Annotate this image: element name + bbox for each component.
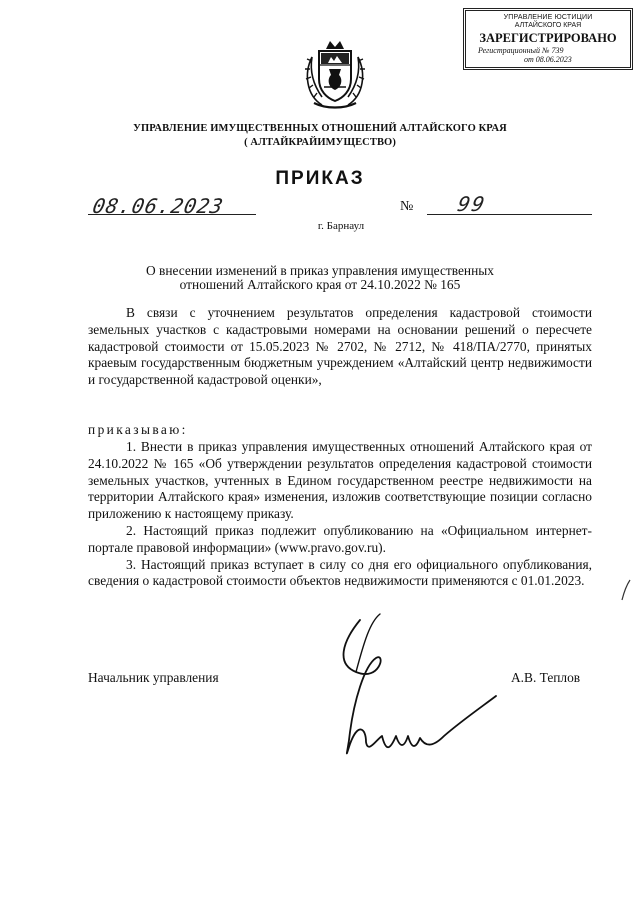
stamp-line2: АЛТАЙСКОГО КРАЯ [514,22,582,29]
order-word: приказываю: [88,422,188,437]
document-city: г. Барнаул [317,220,365,232]
stamp-reg-number: Регистрационный № 739 [478,46,564,55]
document-number-handwritten: 99 [455,192,489,216]
order-item-3: 3. Настоящий приказ вступает в силу со дня его официального опубликования, сведения о кадастровой стоимости объектов недвижимости применяются с 01.01.2023. [88,556,592,589]
margin-mark [620,578,634,602]
signatory-role: Начальник управления [88,670,219,685]
order-item-1: 1. Внести в приказ управления имущественных отношений Алтайского края от 24.10.2022 № 165 «Об утверждении результатов определения кадастровой стоимости земельных участков, учтенных в Едином государственном реестре недвижимости на территории Алтайского края» изменения, изложив соответствующие позиции согласно приложению к настоящему приказу. [88,439,592,522]
number-underline [427,214,592,215]
stamp-reg-date: от 08.06.2023 [524,55,572,64]
document-subject [0,264,640,292]
stamp-line1: УПРАВЛЕНИЕ ЮСТИЦИИ [503,14,593,21]
document-title: ПРИКАЗ [275,168,365,189]
handwritten-signature [320,612,530,782]
stamp-status: ЗАРЕГИСТРИРОВАНО [479,31,617,45]
preamble-block [88,305,592,389]
coat-of-arms-emblem [300,35,370,113]
subject-line1: О внесении изменений в приказ управления имущественных [146,263,494,278]
subject-line2: отношений Алтайского края от 24.10.2022 № 165 [179,277,461,292]
preamble-paragraph: В связи с уточнением результатов определения кадастровой стоимости земельных участков с кадастровыми номерами на основании решений о пересчете кадастровой стоимости от 15.05.2023 № 2702, № 2712, № 418/ПА/2770, принятых краевым государственным бюджетным учреждением «Алтайский центр недвижимости и государственной кадастровой оценки», [88,305,592,388]
org-name-line1: УПРАВЛЕНИЕ ИМУЩЕСТВЕННЫХ ОТНОШЕНИЙ АЛТАЙСКОГО КРАЯ [133,123,507,134]
document-date-handwritten: 08.06.2023 [90,194,226,218]
number-sign: № [400,199,414,214]
org-name-line2: ( АЛТАЙКРАЙИМУЩЕСТВО) [244,137,396,148]
signatory-name: А.В. Теплов [511,670,581,685]
order-items [88,439,592,590]
date-underline [88,214,256,215]
registration-stamp [463,8,633,70]
order-item-2: 2. Настоящий приказ подлежит опубликованию на «Официальном интернет-портале правовой информации» (www.pravo.gov.ru). [88,522,592,555]
